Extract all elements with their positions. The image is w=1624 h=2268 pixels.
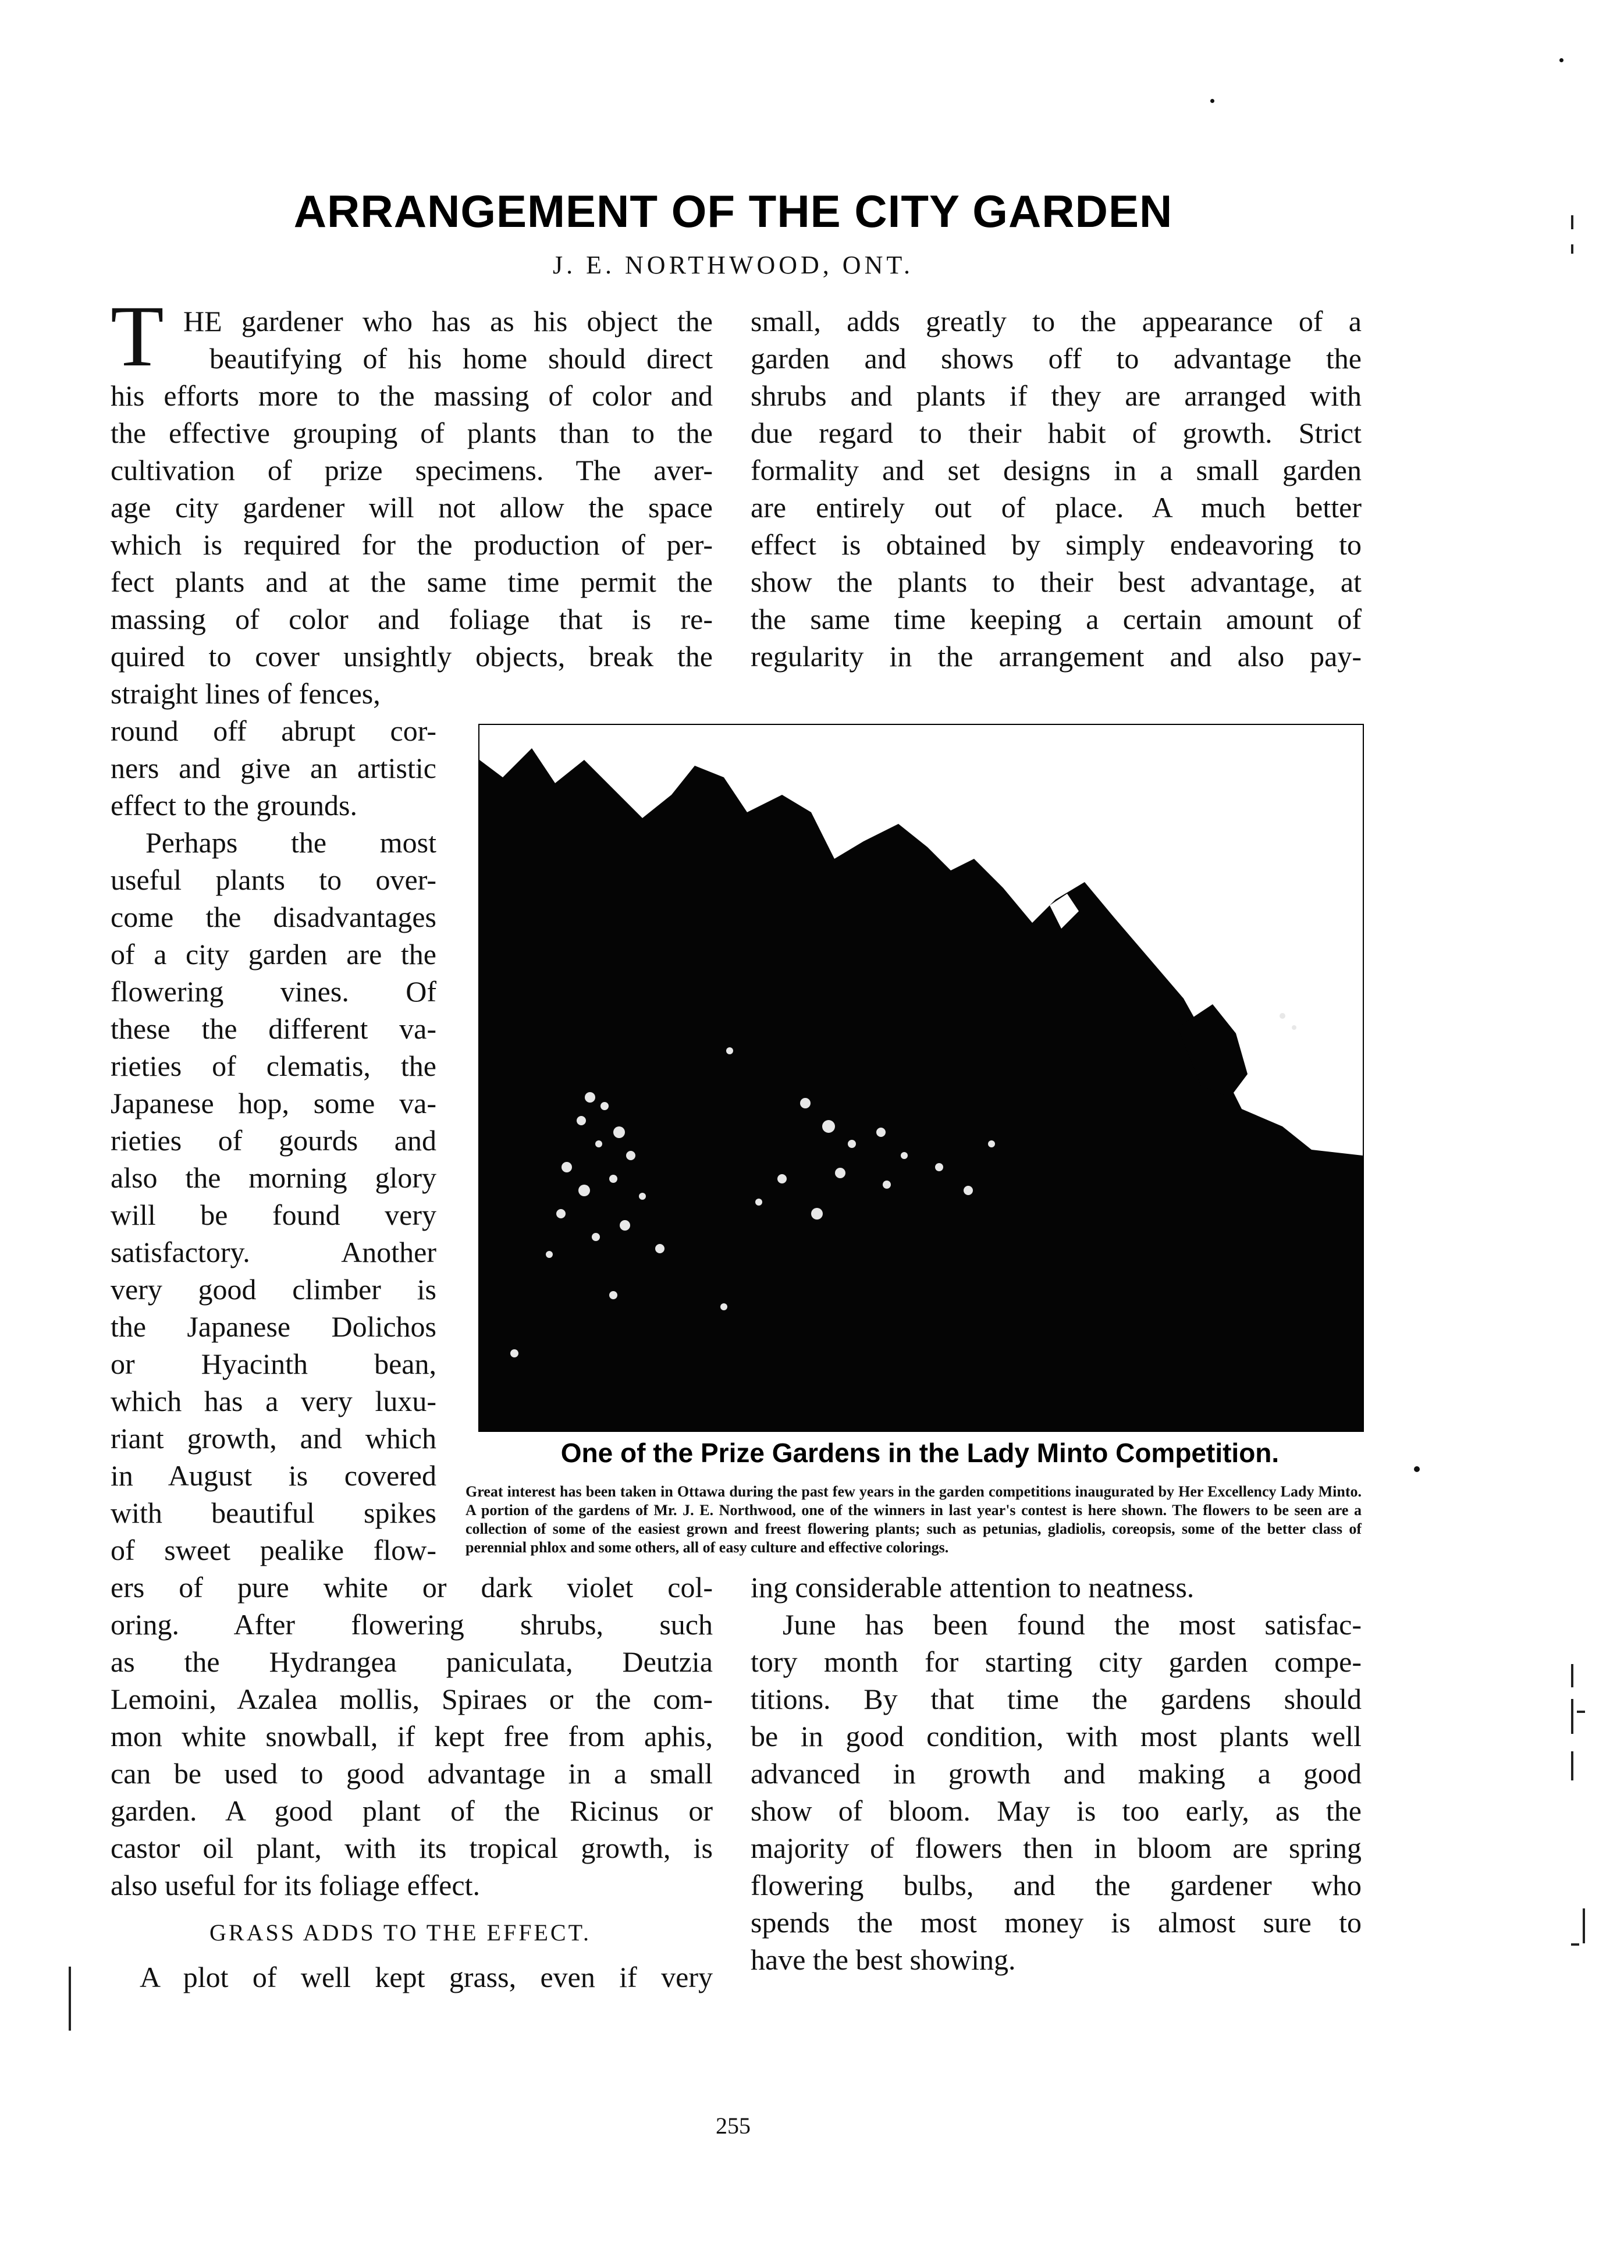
body-line: effect is obtained by simply endeavoring to <box>751 528 1362 561</box>
body-line: spends the most money is almost sure to <box>751 1906 1362 1939</box>
scan-speck <box>1414 1466 1420 1472</box>
body-line: massing of color and foliage that is re- <box>111 603 713 635</box>
body-line: majority of flowers then in bloom are spring <box>751 1832 1362 1864</box>
scan-mark <box>1571 215 1573 229</box>
body-line: of a city garden are the <box>111 938 436 971</box>
body-line: which has a very luxu- <box>111 1385 436 1417</box>
body-line: or Hyacinth bean, <box>111 1348 436 1380</box>
body-line: Lemoini, Azalea mollis, Spiraes or the com- <box>111 1683 713 1715</box>
body-line: be in good condition, with most plants well <box>751 1720 1362 1752</box>
body-line: come the disadvantages <box>111 901 436 933</box>
scan-mark <box>1571 1751 1573 1780</box>
scan-mark <box>69 1967 71 2031</box>
body-line: ners and give an artistic <box>111 752 436 784</box>
scan-mark <box>1577 1711 1585 1713</box>
article-title: ARRANGEMENT OF THE CITY GARDEN <box>293 186 1173 237</box>
body-line: A plot of well kept grass, even if very <box>140 1961 713 1993</box>
garden-photo <box>478 724 1364 1432</box>
body-line: Perhaps the most <box>145 826 436 859</box>
body-line: also the morning glory <box>111 1161 436 1194</box>
body-line: can be used to good advantage in a small <box>111 1757 713 1790</box>
body-line: tory month for starting city garden compe- <box>751 1645 1362 1678</box>
body-line: garden and shows off to advantage the <box>751 342 1362 375</box>
body-line: small, adds greatly to the appearance of a <box>751 305 1362 337</box>
body-line: garden. A good plant of the Ricinus or <box>111 1794 713 1827</box>
body-line: show the plants to their best advantage, at <box>751 566 1362 598</box>
body-line: very good climber is <box>111 1273 436 1306</box>
body-line: his efforts more to the massing of color and <box>111 379 713 412</box>
body-line: have the best showing. <box>751 1943 1016 1976</box>
body-line: round off abrupt cor- <box>111 714 436 747</box>
body-line: effect to the grounds. <box>111 789 357 822</box>
scan-mark <box>1571 1943 1579 1946</box>
body-line: HE gardener who has as his object the <box>183 305 713 337</box>
body-line: formality and set designs in a small garden <box>751 454 1362 486</box>
body-line: straight lines of fences, <box>111 677 381 710</box>
body-line: Japanese hop, some va- <box>111 1087 436 1119</box>
body-line: the Japanese Dolichos <box>111 1310 436 1343</box>
body-line: mon white snowball, if kept free from aphis, <box>111 1720 713 1752</box>
body-line: castor oil plant, with its tropical growth, is <box>111 1832 713 1864</box>
body-line: age city gardener will not allow the space <box>111 491 713 524</box>
body-line: rieties of clematis, the <box>111 1050 436 1082</box>
page-number: 255 <box>716 2113 751 2139</box>
body-line: ing considerable attention to neatness. <box>751 1571 1195 1604</box>
body-line: these the different va- <box>111 1012 436 1045</box>
scan-mark <box>1571 1664 1573 1687</box>
body-line: the same time keeping a certain amount of <box>751 603 1362 635</box>
body-line: flowering bulbs, and the gardener who <box>751 1869 1362 1901</box>
body-line: rieties of gourds and <box>111 1124 436 1157</box>
body-line: titions. By that time the gardens should <box>751 1683 1362 1715</box>
body-line: regularity in the arrangement and also pay- <box>751 640 1362 673</box>
body-line: advanced in growth and making a good <box>751 1757 1362 1790</box>
body-line: quired to cover unsightly objects, break the <box>111 640 713 673</box>
scan-speck <box>1210 99 1214 103</box>
drop-cap: T <box>111 288 164 385</box>
body-line: fect plants and at the same time permit the <box>111 566 713 598</box>
body-line: cultivation of prize specimens. The aver- <box>111 454 713 486</box>
body-line: will be found very <box>111 1199 436 1231</box>
body-line: shrubs and plants if they are arranged with <box>751 379 1362 412</box>
body-line: as the Hydrangea paniculata, Deutzia <box>111 1645 713 1678</box>
body-line: useful plants to over- <box>111 863 436 896</box>
body-line: with beautiful spikes <box>111 1496 436 1529</box>
scan-mark <box>1571 1699 1573 1734</box>
body-line: flowering vines. Of <box>111 975 436 1008</box>
body-line: riant growth, and which <box>111 1422 436 1455</box>
body-line: the effective grouping of plants than to the <box>111 417 713 449</box>
scan-mark <box>1583 1908 1585 1943</box>
article-byline: J. E. NORTHWOOD, ONT. <box>553 251 914 279</box>
body-line: are entirely out of place. A much better <box>751 491 1362 524</box>
body-line: satisfactory. Another <box>111 1236 436 1268</box>
body-line: show of bloom. May is too early, as the <box>751 1794 1362 1827</box>
body-line: in August is covered <box>111 1459 436 1492</box>
section-subheading: GRASS ADDS TO THE EFFECT. <box>209 1919 592 1946</box>
body-line: also useful for its foliage effect. <box>111 1869 480 1901</box>
body-line: due regard to their habit of growth. Strict <box>751 417 1362 449</box>
body-line: of sweet pealike flow- <box>111 1534 436 1566</box>
scan-speck <box>1559 58 1563 62</box>
body-line: June has been found the most satisfac- <box>783 1608 1362 1641</box>
body-line: ers of pure white or dark violet col- <box>111 1571 713 1604</box>
body-line: which is required for the production of per- <box>111 528 713 561</box>
body-line: oring. After flowering shrubs, such <box>111 1608 713 1641</box>
figure-caption-body: Great interest has been taken in Ottawa during the past few years in the garden competitions inaugurated by Her Excellency Lady Minto. A portion of the gardens of Mr. J. E. Northwood, one of the winners in last year's contest is here shown. The flowers to be seen are a collection of some of the easiest grown and freest flowering plants; such as petunias, gladiolis, coreopsis, some of the better class of perennial phlox and some others, all of easy culture and effective colorings. <box>465 1483 1362 1556</box>
scan-mark <box>1571 244 1573 254</box>
figure-caption-title: One of the Prize Gardens in the Lady Minto Competition. <box>560 1438 1280 1468</box>
body-line: beautifying of his home should direct <box>209 342 713 375</box>
